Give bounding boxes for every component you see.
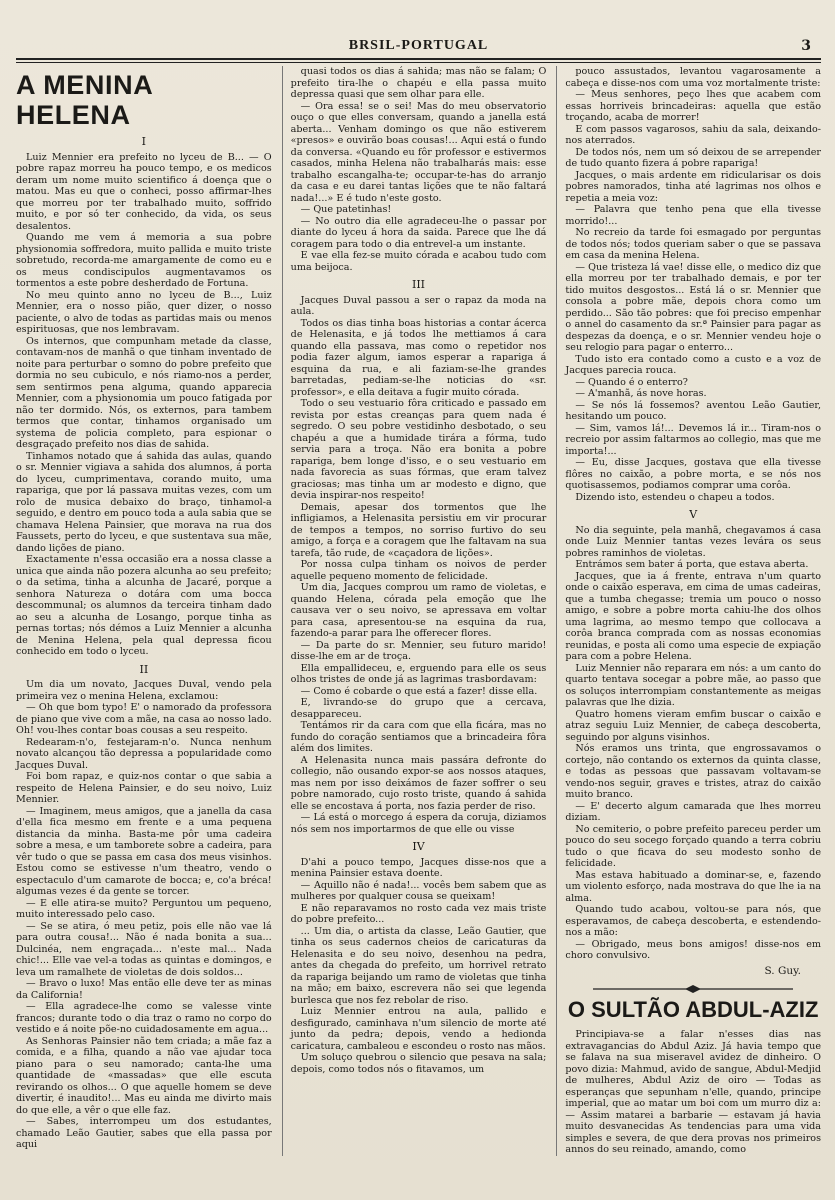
paragraph: — Meus senhores, peço lhes que acabem com essas horriveis brincadeiras: aquella que estão troçando, acaba de morrer!: [565, 89, 822, 123]
paragraph: Os internos, que compunham metade da classe, contavam-nos de manhã o que tinham inventado de noite para perturbar o somno do pobre prefeito que dormia no seu cubiculo, e nós riamo-nos a perder, sem sentirmos pena alguma, quando apparecia Mennier, com a physionomia um pouco fatigada por não ter dormido. Nós, os externos, para tambem termos que contar, tinhamos organisado um systema de policia completo, para espionar o desgraçado prefeito nos dias de sahida.: [16, 335, 272, 450]
article-title: A MENINA HELENA: [16, 70, 153, 130]
section-numeral: III: [411, 278, 426, 291]
paragraph: Jacques, o mais ardente em ridicularisar os dois pobres namorados, tinha até lagrimas nos olhos e repetia a meia voz:: [565, 169, 822, 204]
paragraph: Jacques, que ia á frente, entrava n'um quarto onde o caixão esperava, em cima de umas cadeiras, que a tumba chegasse; tremia um pouco o nosso amigo, e sobre a pobre morta cahiu-lhe dos olhos uma lagrima, ao mesmo tempo que collocava a corôa branca comprada com as nossas economias reunidas, e posta ali como uma especie de expiação para com a pobre Helena.: [565, 570, 822, 662]
paragraph: Ella empallideceu, e, erguendo para elle os seus olhos tristes de onde já as lagrimas trasbordavam:: [290, 662, 547, 685]
paragraph: Todos os dias tinha boas historias a contar ácerca de Helenasita, e já todos lhe mettiamos á cara quando ella passava, mas como o repetidor nos podia fazer algum, iamos esperar a rapariga á esquina da rua, e ali faziam-se-lhe grandes barretadas, pediam-se-lhe noticias do «sr. professor», e ella deitava a fugir muito córada.: [290, 317, 547, 398]
paragraph: Quando tudo acabou, voltou-se para nós, que esperavamos, de cabeça descoberta, e estendendo-nos a mão:: [565, 904, 822, 938]
article-2-title: O SULTÃO ABDUL-AZIZ: [567, 997, 819, 1022]
section-numeral: IV: [412, 840, 425, 853]
paragraph: Luiz Mennier era prefeito no lyceu de B... — O pobre rapaz morreu ha pouco tempo, e os medicos deram um nome muito scientifico á doença que o matou. Mas eu que o conheci, posso affirmar-lhes que morreu por ter trabalhado muito, soffrido muito, e por só ter conhecido, da vida, os seus desalentos.: [16, 151, 272, 232]
paragraph: No recreio da tarde foi esmagado por perguntas de todos nós; todos queriam saber o que se passava em casa da menina Helena.: [565, 227, 822, 261]
header-rule-thin: [16, 62, 821, 63]
paragraph: — Oh que bom typo! E' o namorado da professora de piano que vive com a mãe, na casa ao nosso lado. Oh! vou-lhes contar boas cousas a seu respeito.: [16, 702, 272, 736]
paragraph: Um soluço quebrou o silencio que pesava na sala; depois, como todos nós o fitavamos, um: [290, 1052, 547, 1075]
paragraph: Luiz Mennier entrou na aula, pallido e desfigurado, caminhava n'um silencio de morte até junto da pedra; depois, vendo a hedionda caricatura, cambaleou e escondeu o rosto nas mãos.: [290, 1006, 547, 1052]
paragraph: E com passos vagarosos, sahiu da sala, deixando-nos aterrados.: [565, 123, 822, 146]
paragraph: — Palavra que tenho pena que ella tivesse morrido!...: [565, 204, 822, 227]
column-1: [16, 66, 272, 1156]
paragraph: — Da parte do sr. Mennier, seu futuro marido! disse-lhe em ar de troça.: [290, 639, 547, 662]
paragraph: — Que tristeza lá vae! disse elle, o medico diz que ella morreu por ter trabalhado demais, e por ter tido muitos desgostos... Está lá o sr. Mennier que consola a pobre mãe, depois chora como um perdido... São tão pobres: que foi preciso empenhar o annel do casamento da sr.ª Painsier para pagar as despezas da doença, e o sr. Mennier vendeu hoje o seu relogio para pagar o enterro...: [565, 261, 822, 353]
paragraph: Demais, apesar dos tormentos que lhe infligiamos, a Helenasita persistiu em vir procurar de tempos a tempos, no sorriso furtivo do seu amigo, a força e a coragem que lhe faltavam na sua tarefa, tão rude, de «caçadora de lições».: [290, 501, 547, 559]
paragraph: — Lá está o morcego á espera da coruja, diziamos nós sem nos importarmos de que elle ou visse: [290, 812, 547, 835]
paragraph: — Bravo o luxo! Mas então elle deve ter as minas da California!: [16, 978, 272, 1001]
columns: [12, 66, 825, 1156]
paragraph: Todo o seu vestuario fôra criticado e passado em revista por estas creanças para quem nada é segredo. O seu pobre vestidinho desbotado, o seu chapéu a que a humidade tirára a fórma, tudo servia para a troça. Não era bonita a pobre rapariga, bem longe d'isso, e o seu vestuario em nada favorecia as suas fórmas, que eram talvez graciosas; mas tinha um ar modesto e digno, que devia inspirar-nos respeito!: [290, 398, 547, 501]
paragraph: Jacques Duval passou a ser o rapaz da moda na aula.: [290, 294, 547, 317]
paragraph: — Imaginem, meus amigos, que a janella da casa d'ella fica mesmo em frente e a uma pequena distancia da minha. Basta-me pôr uma cadeira sobre a mesa, e um tamborete sobre a cadeira, para vêr tudo o que se passa em casa dos meus visinhos. Estou como se estivesse n'um theatro, vendo o espectaculo d'um camarote de bocca; e, co'a bréca! algumas vezes é da gente se torcer.: [16, 805, 272, 897]
paragraph: Quatro homens vieram emfim buscar o caixão e atraz seguiu Luiz Mennier, de cabeça descoberta, seguindo por alguns visinhos.: [565, 708, 822, 743]
paragraph: — A'manhã, ás nove horas.: [575, 388, 707, 399]
paragraph: — Obrigado, meus bons amigos! disse-nos em choro convulsivo.: [565, 938, 822, 961]
paragraph: D'ahi a pouco tempo, Jacques disse-nos que a menina Painsier estava doente.: [290, 856, 547, 879]
paragraph: As Senhoras Painsier não tem criada; a mãe faz a comida, e a filha, quando a não vae ajudar toca piano para o seu namorado; canta-lhe uma quantidade de «massadas» que elle escuta revirando os olhos... O que aquelle homem se deve divertir, é inaudito!... Mas eu ainda me divirto mais do que elle, a vêr o que elle faz.: [16, 1035, 272, 1116]
paragraph: pouco assustados, levantou vagarosamente a cabeça e disse-nos com uma voz mortalmente triste:: [565, 66, 822, 89]
paragraph: — Sabes, interrompeu um dos estudantes, chamado Leão Gautier, sabes que ella passa por aqui: [16, 1116, 272, 1150]
paragraph: No cemiterio, o pobre prefeito pareceu perder um pouco do seu socego forçado quando a terra cobriu tudo o que ficava do seu modesto sonho de felicidade.: [565, 823, 822, 869]
paragraph: Tentámos rir da cara com que ella ficára, mas no fundo do coração sentiamos que a brincadeira fôra além dos limites.: [290, 720, 547, 754]
paragraph: Mas estava habituado a dominar-se, e, fazendo um violento esforço, nada mostrava do que lhe ia na alma.: [565, 869, 822, 904]
paragraph: Dizendo isto, estendeu o chapeu a todos.: [575, 491, 775, 503]
paragraph: Foi bom rapaz, e quiz-nos contar o que sabia a respeito de Helena Painsier, e do seu noivo, Luiz Mennier.: [16, 771, 272, 805]
paragraph: E vae ella fez-se muito córada e acabou tudo com uma beijoca.: [290, 250, 547, 273]
paragraph: — Aquillo não é nada!... vocês bem sabem que as mulheres por qualquer cousa se queixam!: [290, 879, 547, 902]
paragraph: — Se se atira, ó meu petiz, pois elle não vae lá para outra cousa!... Não é nada bonita a sua... Dulcinéa, nem engraçada... n'este mal... Nada chic!... Elle vae vel-a todas as quintas e domingos, e leva um ramalhete de violetas de dois soldos...: [16, 920, 272, 978]
paragraph: — Eu, disse Jacques, gostava que ella tivesse flôres no caixão, a pobre morta, e se nós nos quotisassemos, podiamos comprar uma corôa.: [565, 457, 822, 491]
masthead: [12, 0, 825, 66]
column-2: [282, 66, 547, 1156]
signature: S. Guy.: [764, 964, 802, 977]
paragraph: Luiz Mennier não reparara em nós: a um canto do quarto tentava socegar a pobre mãe, ao passo que os soluços interrompiam constantemente as meigas palavras que lhe dizia.: [565, 662, 822, 708]
paragraph: Nós eramos uns trinta, que engrossavamos o cortejo, não contando os externos da quinta classe, e todas as pessoas que passavam voltavam-se vendo-nos seguir, graves e tristes, atraz do caixão muito branco.: [565, 743, 822, 800]
paragraph: — No outro dia elle agradeceu-lhe o passar por diante do lyceu á hora da saida. Parece que lhe dá coragem para todo o dia entrevel-a um instante.: [290, 215, 547, 250]
ornamental-divider: [565, 985, 821, 993]
paragraph: — Ella agradece-lhe como se valesse vinte francos; durante todo o dia traz o ramo no corpo do vestido e á noite põe-no cuidadosamente em agua...: [16, 1001, 272, 1035]
paragraph: — Como é cobarde o que está a fazer! disse ella.: [300, 685, 538, 697]
paragraph: Redearam-n'o, festejaram-n'o. Nunca nenhum novato alcançou tão depressa a popularidade como Jacques Duval.: [16, 736, 272, 771]
paragraph: Principiava-se a falar n'esses dias nas extravagancias do Abdul Aziz. Já havia tempo que se falava na sua miseravel avidez de dinheiro. O povo dizia: Mahmud, avido de sangue, Abdul-Medjid de mulheres, Abdul Aziz de oiro — Todas as esperanças que sepunham n'elle, quando, principe imperial, que ao matar um boi com um murro diz a: — Assim matarei a barbarie — estavam já havia muito desvanecidas As tendencias para uma vida simples e severa, de que dera provas nos primeiros annos do seu reinado, amando, como: [565, 1029, 822, 1155]
section-numeral: I: [141, 135, 147, 148]
paragraph: — Que patetinhas!: [300, 204, 392, 215]
paragraph: Quando me vem á memoria a sua pobre physionomia soffredora, muito pallida e muito triste sobretudo, recorda-me amargamente de como eu e os meus condiscipulos augmentavamos os tormentos a este pobre desherdado de Fortuna.: [16, 232, 272, 289]
paragraph: — Sim, vamos lá!... Devemos lá ir... Tiram-nos o recreio por assim faltarmos ao collegio, mas que me importa!...: [565, 422, 822, 457]
section-numeral: V: [689, 508, 698, 521]
section-numeral: II: [139, 662, 149, 676]
paragraph: No dia seguinte, pela manhã, chegavamos á casa onde Luiz Mennier tantas vezes levára os seus pobres raminhos de violetas.: [565, 524, 822, 559]
paragraph: quasi todos os dias á sahida; mas não se falam; O prefeito tira-lhe o chapéu e ella passa muito depressa quasi que sem olhar para elle.: [290, 66, 547, 100]
newspaper-title: BRSIL-PORTUGAL: [348, 38, 489, 53]
paragraph: Entrámos sem bater á porta, que estava aberta.: [575, 559, 809, 570]
paragraph: Um dia um novato, Jacques Duval, vendo pela primeira vez o menina Helena, exclamou:: [16, 679, 272, 702]
paragraph: — Quando é o enterro?: [575, 376, 688, 388]
paragraph: De todos nós, nem um só deixou de se arrepender de tudo quanto fizera á pobre rapariga!: [565, 146, 822, 169]
paragraph: Por nossa culpa tinham os noivos de perder aquelle pequeno momento de felicidade.: [290, 559, 547, 582]
paragraph: — Ora essa! se o sei! Mas do meu observatorio ouço o que elles conversam, quando a janella está aberta... Venham domingo os que não estiverem «presos» e ouvirão boas cousas!... Aqui está o fundo da conversa. «Quando eu fôr professor e estivermos casados, minha Helena não trabalharás mais: esse trabalho escangalha-te; occupar-te-has do arranjo da casa e eu darei tantas lições que te não faltará nada!...» E é tudo n'este gosto.: [290, 100, 547, 204]
paragraph: E não reparavamos no rosto cada vez mais triste do pobre prefeito...: [290, 902, 547, 925]
paragraph: — E elle atira-se muito? Perguntou um pequeno, muito interessado pelo caso.: [16, 897, 272, 920]
paragraph: — Se nós lá fossemos? aventou Leão Gautier, hesitando um pouco.: [565, 399, 822, 422]
paragraph: Tinhamos notado que á sahida das aulas, quando o sr. Mennier vigiava a sahida dos alumnos, á porta do lyceu, cumprimentava, corando muito, uma rapariga, que por lá passava muitas vezes, com um rolo de musica debaixo do braço, tinhamol-a seguido, e dentro em pouco toda a aula sabia que se chamava Helena Painsier, que morava na rua dos Faussets, perto do lyceu, e que sustentava sua mãe, dando lições de piano.: [16, 450, 272, 554]
header-rule: [16, 58, 821, 60]
paragraph: ... Um dia, o artista da classe, Leão Gautier, que tinha os seus cadernos cheios de caricaturas da Helenasita e do seu noivo, desenhou na pedra, antes da chegada do prefeito, um horrivel retrato da rapariga beijando um ramo de violetas que tinha na mão; em baixo, escrevera não sei que legenda burlesca que nos fez rebolar de riso.: [290, 925, 547, 1006]
paragraph: Exactamente n'essa occasião era a nossa classe a unica que ainda não pozera alcunha ao seu prefeito; o da setima, tinha a alcunha de Jacaré, porque a senhora Natureza o dotára com uma bocca descommunal; os alumnos da terceira tinham dado ao seu a alcunha de Losango, porque tinha as pernas tortas; nós démos a Luiz Mennier a alcunha de Menina Helena, pela qual depressa ficou conhecido em todo o lyceu.: [16, 554, 272, 657]
paragraph: Um dia, Jacques comprou um ramo de violetas, e quando Helena, córada pela emoção que lhe causava ver o seu noivo, se apressava em voltar para casa, apresentou-se na esquina da rua, fazendo-a parar para lhe offerecer flores.: [290, 582, 547, 639]
paragraph: A Helenasita nunca mais passára defronte do collegio, não ousando expor-se aos nossos ataques, mas nem por isso deixámos de fazer soffrer o seu pobre namorado, cujo rosto triste, quando á sahida elle se encostava á porta, nos fazia perder de riso.: [290, 754, 547, 812]
page-number: 3: [801, 38, 811, 54]
paragraph: No meu quinto anno no lyceu de B..., Luiz Mennier, era o nosso pião, quer dizer, o nosso paciente, o alvo de todas as partidas mais ou menos espirituosas, que nos lembravam.: [16, 289, 272, 335]
paragraph: E, livrando-se do grupo que a cercava, desappareceu.: [290, 697, 547, 720]
paragraph: — E' decerto algum camarada que lhes morreu diziam.: [565, 800, 822, 823]
paragraph: Tudo isto era contado como a custo e a voz de Jacques parecia rouca.: [565, 353, 822, 376]
column-3: [556, 66, 821, 1156]
